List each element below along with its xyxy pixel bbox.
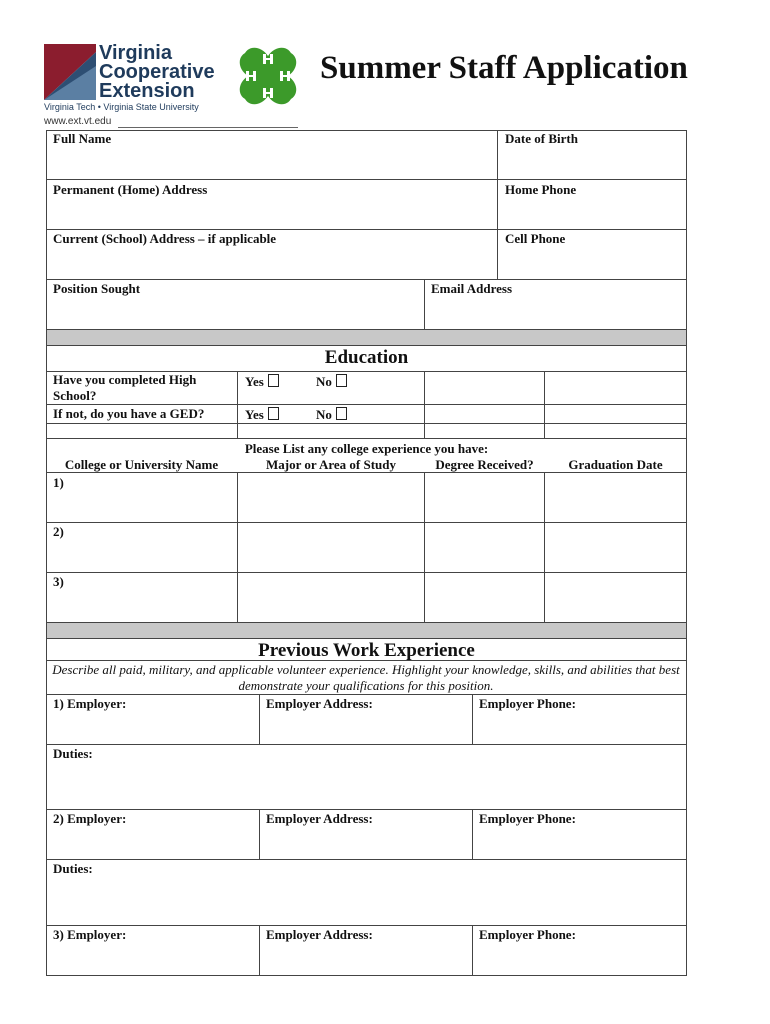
vce-logo-mark <box>44 44 96 100</box>
ged-no-checkbox[interactable] <box>336 407 347 420</box>
col-major: Major or Area of Study <box>266 457 396 472</box>
hs-yes-label: Yes <box>245 374 264 389</box>
work-heading: Previous Work Experience <box>258 640 475 661</box>
employer-2-address-label: Employer Address: <box>266 811 373 826</box>
spacer-cell <box>237 423 425 439</box>
vce-logo-subtitle: Virginia Tech • Virginia State University <box>44 102 199 112</box>
hs-blank-cell <box>424 371 545 405</box>
position-label: Position Sought <box>53 281 141 296</box>
spacer-cell-2 <box>424 423 545 439</box>
college-prompt: Please List any college experience you have: <box>244 441 489 456</box>
hs-yes-option[interactable] <box>245 374 279 390</box>
page-title: Summer Staff Application <box>320 50 688 86</box>
employer-2-label: 2) Employer: <box>53 811 127 826</box>
hs-no-label: No <box>316 374 332 389</box>
hs-yes-checkbox[interactable] <box>268 374 279 387</box>
college-row-3-num: 3) <box>53 574 64 589</box>
dob-label: Date of Birth <box>505 131 578 146</box>
college-row-3-degree[interactable] <box>424 572 545 623</box>
employer-3-address-label: Employer Address: <box>266 927 373 942</box>
work-description: Describe all paid, military, and applicable volunteer experience. Highlight your knowledge, skills, and abilities that best demonstrate your qualifications for this position. <box>52 662 680 693</box>
ged-yes-checkbox[interactable] <box>268 407 279 420</box>
employer-1-address-label: Employer Address: <box>266 696 373 711</box>
section-separator-2 <box>46 622 687 639</box>
college-row-2-major[interactable] <box>237 522 425 573</box>
hs-blank-cell-2 <box>544 371 687 405</box>
current-address-label: Current (School) Address – if applicable <box>53 231 277 246</box>
employer-1-phone-label: Employer Phone: <box>479 696 576 711</box>
employer-3-phone-label: Employer Phone: <box>479 927 576 942</box>
col-college-name: College or University Name <box>64 457 219 472</box>
college-top-line <box>46 438 687 439</box>
ged-no-option[interactable] <box>316 407 347 423</box>
employer-2-phone-label: Employer Phone: <box>479 811 576 826</box>
hs-question: Have you completed High School? <box>53 372 197 403</box>
hs-no-option[interactable] <box>316 374 347 390</box>
perm-address-label: Permanent (Home) Address <box>53 182 208 197</box>
four-h-clover-icon <box>234 42 302 114</box>
ged-no-label: No <box>316 407 332 422</box>
col-grad-date: Graduation Date <box>568 457 663 472</box>
ged-yes-option[interactable] <box>245 407 279 423</box>
email-label: Email Address <box>431 281 513 296</box>
work-heading-line <box>46 660 687 661</box>
college-row-1-major[interactable] <box>237 472 425 523</box>
college-row-2-degree[interactable] <box>424 522 545 573</box>
college-row-2-num: 2) <box>53 524 64 539</box>
section-separator <box>46 329 687 346</box>
duties-1-label: Duties: <box>53 746 93 761</box>
cell-phone-label: Cell Phone <box>505 231 566 246</box>
duties-2-field[interactable] <box>46 859 687 926</box>
college-row-3-major[interactable] <box>237 572 425 623</box>
spacer-cell-3 <box>544 423 687 439</box>
vce-logo-line2: Cooperative <box>99 61 215 83</box>
full-name-label: Full Name <box>53 131 112 146</box>
vce-logo-line3: Extension <box>99 80 195 102</box>
ged-blank-cell-2 <box>544 404 687 424</box>
college-row-1-degree[interactable] <box>424 472 545 523</box>
vce-url: www.ext.vt.edu <box>44 116 112 127</box>
education-heading: Education <box>324 347 409 368</box>
duties-2-label: Duties: <box>53 861 93 876</box>
ged-yes-label: Yes <box>245 407 264 422</box>
ged-blank-cell <box>424 404 545 424</box>
url-underline <box>118 127 298 128</box>
employer-1-label: 1) Employer: <box>53 696 127 711</box>
ged-question: If not, do you have a GED? <box>53 406 205 421</box>
college-row-1-num: 1) <box>53 475 64 490</box>
hs-no-checkbox[interactable] <box>336 374 347 387</box>
col-degree: Degree Received? <box>435 457 534 472</box>
home-phone-label: Home Phone <box>505 182 577 197</box>
duties-1-field[interactable] <box>46 744 687 810</box>
employer-3-label: 3) Employer: <box>53 927 127 942</box>
vce-logo-line1: Virginia <box>99 42 172 64</box>
